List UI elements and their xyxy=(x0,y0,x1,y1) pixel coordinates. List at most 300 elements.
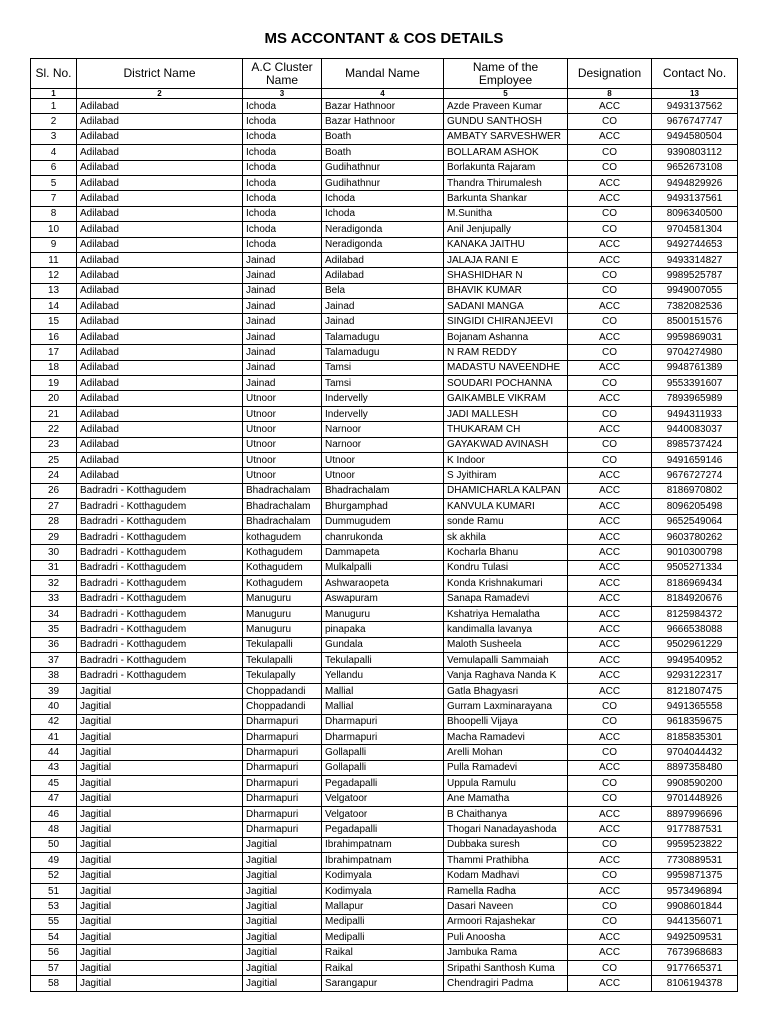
cell-district-name: Adilabad xyxy=(77,437,243,452)
cell-designation: CO xyxy=(568,314,652,329)
cell-employee-name: Chendragiri Padma xyxy=(444,976,568,991)
cell-sl-no: 35 xyxy=(31,622,77,637)
cell-mandal-name: Pegadapalli xyxy=(322,822,444,837)
table-row xyxy=(31,206,738,221)
cell-ac-cluster-name: Manuguru xyxy=(243,622,322,637)
cell-district-name: Badradri - Kotthagudem xyxy=(77,514,243,529)
cell-contact-no: 9491365558 xyxy=(652,699,738,714)
cell-ac-cluster-name: Kothagudem xyxy=(243,545,322,560)
table-row xyxy=(31,714,738,729)
cell-designation: ACC xyxy=(568,252,652,267)
cell-ac-cluster-name: Choppadandi xyxy=(243,699,322,714)
cell-employee-name: BHAVIK KUMAR xyxy=(444,283,568,298)
table-row xyxy=(31,591,738,606)
cell-sl-no: 37 xyxy=(31,653,77,668)
cell-sl-no: 12 xyxy=(31,268,77,283)
cell-sl-no: 48 xyxy=(31,822,77,837)
column-number-row xyxy=(31,89,738,99)
cell-ac-cluster-name: Utnoor xyxy=(243,452,322,467)
cell-ac-cluster-name: Jagitial xyxy=(243,837,322,852)
cell-district-name: Adilabad xyxy=(77,283,243,298)
cell-mandal-name: Mallial xyxy=(322,699,444,714)
cell-ac-cluster-name: Tekulapalli xyxy=(243,637,322,652)
cell-ac-cluster-name: Jainad xyxy=(243,360,322,375)
cell-designation: ACC xyxy=(568,976,652,991)
cell-employee-name: MADASTU NAVEENDHE xyxy=(444,360,568,375)
cell-contact-no: 7673968683 xyxy=(652,945,738,960)
cell-district-name: Badradri - Kotthagudem xyxy=(77,483,243,498)
table-row xyxy=(31,252,738,267)
cell-designation: CO xyxy=(568,406,652,421)
table-row xyxy=(31,760,738,775)
cell-employee-name: GAYAKWAD AVINASH xyxy=(444,437,568,452)
cell-designation: CO xyxy=(568,714,652,729)
cell-designation: ACC xyxy=(568,822,652,837)
table-row xyxy=(31,699,738,714)
cell-designation: CO xyxy=(568,899,652,914)
table-row xyxy=(31,945,738,960)
cell-ac-cluster-name: Manuguru xyxy=(243,591,322,606)
cell-contact-no: 8186969434 xyxy=(652,576,738,591)
cell-sl-no: 16 xyxy=(31,329,77,344)
table-row xyxy=(31,314,738,329)
cell-mandal-name: Tamsi xyxy=(322,360,444,375)
table-row xyxy=(31,191,738,206)
table-row xyxy=(31,899,738,914)
cell-sl-no: 30 xyxy=(31,545,77,560)
header-district-name: District Name xyxy=(77,59,243,89)
cell-employee-name: Pulla Ramadevi xyxy=(444,760,568,775)
cell-employee-name: Thandra Thirumalesh xyxy=(444,175,568,190)
cell-contact-no: 9492744653 xyxy=(652,237,738,252)
table-row xyxy=(31,345,738,360)
cell-contact-no: 9553391607 xyxy=(652,376,738,391)
cell-designation: CO xyxy=(568,114,652,129)
cell-mandal-name: Sarangapur xyxy=(322,976,444,991)
header-row xyxy=(31,59,738,89)
cell-employee-name: Thammi Prathibha xyxy=(444,853,568,868)
table-row xyxy=(31,145,738,160)
cell-contact-no: 9491659146 xyxy=(652,452,738,467)
cell-contact-no: 9908601844 xyxy=(652,899,738,914)
cell-designation: CO xyxy=(568,145,652,160)
cell-ac-cluster-name: Kothagudem xyxy=(243,576,322,591)
table-row xyxy=(31,299,738,314)
cell-employee-name: Vemulapalli Sammaiah xyxy=(444,653,568,668)
cell-ac-cluster-name: Jagitial xyxy=(243,853,322,868)
cell-employee-name: N RAM REDDY xyxy=(444,345,568,360)
cell-contact-no: 9493137561 xyxy=(652,191,738,206)
cell-district-name: Adilabad xyxy=(77,299,243,314)
employee-table xyxy=(30,58,738,992)
cell-contact-no: 9701448926 xyxy=(652,791,738,806)
cell-designation: ACC xyxy=(568,945,652,960)
column-number: 2 xyxy=(77,89,243,99)
column-number: 5 xyxy=(444,89,568,99)
cell-contact-no: 9441356071 xyxy=(652,914,738,929)
cell-mandal-name: Neradigonda xyxy=(322,222,444,237)
cell-sl-no: 33 xyxy=(31,591,77,606)
cell-ac-cluster-name: Dharmapuri xyxy=(243,776,322,791)
cell-ac-cluster-name: Ichoda xyxy=(243,222,322,237)
cell-ac-cluster-name: Choppadandi xyxy=(243,683,322,698)
cell-mandal-name: Pegadapalli xyxy=(322,776,444,791)
column-number: 4 xyxy=(322,89,444,99)
cell-district-name: Jagitial xyxy=(77,837,243,852)
cell-district-name: Adilabad xyxy=(77,129,243,144)
cell-district-name: Jagitial xyxy=(77,868,243,883)
table-row xyxy=(31,914,738,929)
cell-employee-name: Dubbaka suresh xyxy=(444,837,568,852)
cell-district-name: Jagitial xyxy=(77,960,243,975)
cell-sl-no: 47 xyxy=(31,791,77,806)
cell-ac-cluster-name: Jainad xyxy=(243,252,322,267)
cell-designation: CO xyxy=(568,376,652,391)
cell-designation: ACC xyxy=(568,483,652,498)
cell-mandal-name: Adilabad xyxy=(322,268,444,283)
table-row xyxy=(31,483,738,498)
cell-employee-name: Thogari Nanadayashoda xyxy=(444,822,568,837)
cell-mandal-name: Ichoda xyxy=(322,206,444,221)
cell-designation: ACC xyxy=(568,730,652,745)
table-row xyxy=(31,776,738,791)
table-row xyxy=(31,683,738,698)
cell-designation: ACC xyxy=(568,653,652,668)
cell-ac-cluster-name: Ichoda xyxy=(243,191,322,206)
cell-contact-no: 9704044432 xyxy=(652,745,738,760)
cell-contact-no: 9493314827 xyxy=(652,252,738,267)
cell-employee-name: Ramella Radha xyxy=(444,883,568,898)
cell-ac-cluster-name: Jainad xyxy=(243,283,322,298)
cell-employee-name: Maloth Susheela xyxy=(444,637,568,652)
cell-contact-no: 9959869031 xyxy=(652,329,738,344)
table-row xyxy=(31,283,738,298)
cell-designation: ACC xyxy=(568,591,652,606)
cell-contact-no: 8106194378 xyxy=(652,976,738,991)
cell-ac-cluster-name: Utnoor xyxy=(243,406,322,421)
cell-contact-no: 7893965989 xyxy=(652,391,738,406)
cell-mandal-name: Bela xyxy=(322,283,444,298)
column-number: 8 xyxy=(568,89,652,99)
header-designation: Designation xyxy=(568,59,652,89)
cell-mandal-name: Medipalli xyxy=(322,930,444,945)
cell-contact-no: 9177887531 xyxy=(652,822,738,837)
cell-designation: ACC xyxy=(568,329,652,344)
cell-district-name: Jagitial xyxy=(77,914,243,929)
cell-contact-no: 7382082536 xyxy=(652,299,738,314)
cell-ac-cluster-name: Jagitial xyxy=(243,914,322,929)
cell-district-name: Jagitial xyxy=(77,806,243,821)
cell-mandal-name: Bazar Hathnoor xyxy=(322,114,444,129)
document-title: MS ACCONTANT & COS DETAILS xyxy=(264,30,504,47)
cell-mandal-name: Talamadugu xyxy=(322,329,444,344)
table-row xyxy=(31,175,738,190)
cell-designation: ACC xyxy=(568,683,652,698)
cell-designation: ACC xyxy=(568,606,652,621)
employee-table-container xyxy=(30,58,737,992)
cell-designation: CO xyxy=(568,914,652,929)
cell-mandal-name: Gudihathnur xyxy=(322,160,444,175)
cell-employee-name: Armoori Rajashekar xyxy=(444,914,568,929)
cell-contact-no: 9989525787 xyxy=(652,268,738,283)
cell-sl-no: 36 xyxy=(31,637,77,652)
cell-district-name: Adilabad xyxy=(77,191,243,206)
cell-mandal-name: Talamadugu xyxy=(322,345,444,360)
cell-designation: ACC xyxy=(568,422,652,437)
cell-contact-no: 8121807475 xyxy=(652,683,738,698)
cell-mandal-name: Indervelly xyxy=(322,406,444,421)
table-row xyxy=(31,237,738,252)
cell-ac-cluster-name: Ichoda xyxy=(243,206,322,221)
cell-contact-no: 9440083037 xyxy=(652,422,738,437)
cell-sl-no: 10 xyxy=(31,222,77,237)
cell-employee-name: SHASHIDHAR N xyxy=(444,268,568,283)
cell-district-name: Adilabad xyxy=(77,329,243,344)
cell-designation: ACC xyxy=(568,622,652,637)
cell-sl-no: 23 xyxy=(31,437,77,452)
table-row xyxy=(31,329,738,344)
cell-employee-name: Sripathi Santhosh Kuma xyxy=(444,960,568,975)
cell-designation: CO xyxy=(568,437,652,452)
cell-district-name: Adilabad xyxy=(77,314,243,329)
cell-district-name: Jagitial xyxy=(77,899,243,914)
table-row xyxy=(31,529,738,544)
cell-district-name: Badradri - Kotthagudem xyxy=(77,591,243,606)
table-row xyxy=(31,637,738,652)
cell-contact-no: 9494311933 xyxy=(652,406,738,421)
cell-ac-cluster-name: Utnoor xyxy=(243,422,322,437)
cell-contact-no: 9908590200 xyxy=(652,776,738,791)
cell-contact-no: 9948761389 xyxy=(652,360,738,375)
cell-district-name: Jagitial xyxy=(77,683,243,698)
cell-employee-name: kandimalla lavanya xyxy=(444,622,568,637)
cell-contact-no: 8096205498 xyxy=(652,499,738,514)
table-row xyxy=(31,468,738,483)
table-row xyxy=(31,222,738,237)
cell-sl-no: 5 xyxy=(31,175,77,190)
cell-sl-no: 18 xyxy=(31,360,77,375)
cell-contact-no: 9494829926 xyxy=(652,175,738,190)
cell-mandal-name: Mallapur xyxy=(322,899,444,914)
cell-district-name: Adilabad xyxy=(77,160,243,175)
cell-designation: CO xyxy=(568,960,652,975)
cell-employee-name: Azde Praveen Kumar xyxy=(444,99,568,114)
cell-designation: ACC xyxy=(568,391,652,406)
cell-sl-no: 39 xyxy=(31,683,77,698)
cell-ac-cluster-name: Tekulapally xyxy=(243,668,322,683)
cell-district-name: Badradri - Kotthagudem xyxy=(77,560,243,575)
cell-sl-no: 46 xyxy=(31,806,77,821)
cell-district-name: Jagitial xyxy=(77,745,243,760)
header-mandal-name: Mandal Name xyxy=(322,59,444,89)
table-row xyxy=(31,437,738,452)
cell-employee-name: Gatla Bhagyasri xyxy=(444,683,568,698)
cell-sl-no: 34 xyxy=(31,606,77,621)
cell-district-name: Jagitial xyxy=(77,930,243,945)
cell-sl-no: 51 xyxy=(31,883,77,898)
cell-ac-cluster-name: Utnoor xyxy=(243,391,322,406)
cell-ac-cluster-name: Jainad xyxy=(243,314,322,329)
cell-district-name: Adilabad xyxy=(77,468,243,483)
cell-sl-no: 25 xyxy=(31,452,77,467)
cell-employee-name: THUKARAM CH xyxy=(444,422,568,437)
cell-designation: CO xyxy=(568,160,652,175)
cell-sl-no: 50 xyxy=(31,837,77,852)
cell-mandal-name: Raikal xyxy=(322,960,444,975)
cell-district-name: Jagitial xyxy=(77,853,243,868)
cell-mandal-name: Velgatoor xyxy=(322,806,444,821)
cell-district-name: Jagitial xyxy=(77,699,243,714)
cell-designation: ACC xyxy=(568,545,652,560)
header-ac-cluster-name: A.C Cluster Name xyxy=(243,59,322,89)
cell-ac-cluster-name: Ichoda xyxy=(243,114,322,129)
table-row xyxy=(31,268,738,283)
cell-employee-name: S Jyithiram xyxy=(444,468,568,483)
cell-designation: CO xyxy=(568,345,652,360)
cell-contact-no: 9390803112 xyxy=(652,145,738,160)
cell-designation: ACC xyxy=(568,237,652,252)
cell-district-name: Jagitial xyxy=(77,883,243,898)
cell-designation: CO xyxy=(568,745,652,760)
table-row xyxy=(31,745,738,760)
cell-designation: ACC xyxy=(568,175,652,190)
cell-district-name: Adilabad xyxy=(77,99,243,114)
table-row xyxy=(31,853,738,868)
table-row xyxy=(31,622,738,637)
cell-mandal-name: Ibrahimpatnam xyxy=(322,837,444,852)
cell-district-name: Jagitial xyxy=(77,822,243,837)
cell-district-name: Badradri - Kotthagudem xyxy=(77,606,243,621)
cell-employee-name: Ane Mamatha xyxy=(444,791,568,806)
table-row xyxy=(31,791,738,806)
cell-mandal-name: Gollapalli xyxy=(322,745,444,760)
cell-designation: CO xyxy=(568,283,652,298)
table-row xyxy=(31,837,738,852)
cell-contact-no: 9666538088 xyxy=(652,622,738,637)
cell-ac-cluster-name: Dharmapuri xyxy=(243,745,322,760)
cell-employee-name: BOLLARAM ASHOK xyxy=(444,145,568,160)
cell-district-name: Jagitial xyxy=(77,714,243,729)
cell-employee-name: Kondru Tulasi xyxy=(444,560,568,575)
cell-mandal-name: Aswapuram xyxy=(322,591,444,606)
cell-mandal-name: Medipalli xyxy=(322,914,444,929)
cell-employee-name: Arelli Mohan xyxy=(444,745,568,760)
table-row xyxy=(31,576,738,591)
cell-designation: ACC xyxy=(568,637,652,652)
cell-sl-no: 1 xyxy=(31,99,77,114)
cell-mandal-name: Neradigonda xyxy=(322,237,444,252)
table-row xyxy=(31,883,738,898)
cell-sl-no: 17 xyxy=(31,345,77,360)
cell-ac-cluster-name: Jainad xyxy=(243,345,322,360)
cell-mandal-name: Yellandu xyxy=(322,668,444,683)
cell-district-name: Adilabad xyxy=(77,252,243,267)
cell-mandal-name: Narnoor xyxy=(322,437,444,452)
cell-mandal-name: Gundala xyxy=(322,637,444,652)
cell-district-name: Adilabad xyxy=(77,376,243,391)
cell-ac-cluster-name: Dharmapuri xyxy=(243,714,322,729)
cell-contact-no: 8985737424 xyxy=(652,437,738,452)
cell-employee-name: Macha Ramadevi xyxy=(444,730,568,745)
cell-employee-name: B Chaithanya xyxy=(444,806,568,821)
cell-sl-no: 42 xyxy=(31,714,77,729)
cell-sl-no: 49 xyxy=(31,853,77,868)
column-number: 13 xyxy=(652,89,738,99)
cell-district-name: Adilabad xyxy=(77,145,243,160)
cell-sl-no: 31 xyxy=(31,560,77,575)
cell-sl-no: 8 xyxy=(31,206,77,221)
table-header xyxy=(31,59,738,99)
table-row xyxy=(31,391,738,406)
cell-employee-name: KANVULA KUMARI xyxy=(444,499,568,514)
cell-designation: ACC xyxy=(568,853,652,868)
cell-sl-no: 45 xyxy=(31,776,77,791)
table-row xyxy=(31,160,738,175)
cell-designation: CO xyxy=(568,837,652,852)
table-row xyxy=(31,606,738,621)
cell-district-name: Jagitial xyxy=(77,730,243,745)
cell-mandal-name: Adilabad xyxy=(322,252,444,267)
cell-employee-name: Puli Anoosha xyxy=(444,930,568,945)
table-row xyxy=(31,422,738,437)
cell-mandal-name: Dammapeta xyxy=(322,545,444,560)
cell-employee-name: M.Sunitha xyxy=(444,206,568,221)
table-body xyxy=(31,99,738,992)
cell-mandal-name: Raikal xyxy=(322,945,444,960)
cell-sl-no: 44 xyxy=(31,745,77,760)
cell-designation: ACC xyxy=(568,930,652,945)
table-row xyxy=(31,452,738,467)
cell-ac-cluster-name: Jagitial xyxy=(243,945,322,960)
cell-mandal-name: Utnoor xyxy=(322,452,444,467)
cell-contact-no: 9652549064 xyxy=(652,514,738,529)
table-row xyxy=(31,822,738,837)
cell-mandal-name: Velgatoor xyxy=(322,791,444,806)
cell-district-name: Badradri - Kotthagudem xyxy=(77,499,243,514)
cell-employee-name: JALAJA RANI E xyxy=(444,252,568,267)
cell-employee-name: sk akhila xyxy=(444,529,568,544)
cell-district-name: Adilabad xyxy=(77,114,243,129)
cell-district-name: Badradri - Kotthagudem xyxy=(77,576,243,591)
cell-ac-cluster-name: Jagitial xyxy=(243,868,322,883)
cell-contact-no: 9494580504 xyxy=(652,129,738,144)
cell-district-name: Adilabad xyxy=(77,422,243,437)
cell-contact-no: 9704581304 xyxy=(652,222,738,237)
cell-employee-name: Kshatriya Hemalatha xyxy=(444,606,568,621)
cell-contact-no: 9573496894 xyxy=(652,883,738,898)
table-row xyxy=(31,668,738,683)
cell-mandal-name: Narnoor xyxy=(322,422,444,437)
cell-employee-name: SADANI MANGA xyxy=(444,299,568,314)
cell-district-name: Jagitial xyxy=(77,776,243,791)
cell-designation: CO xyxy=(568,206,652,221)
cell-designation: ACC xyxy=(568,360,652,375)
cell-mandal-name: Ashwaraopeta xyxy=(322,576,444,591)
cell-designation: ACC xyxy=(568,129,652,144)
table-row xyxy=(31,99,738,114)
cell-designation: CO xyxy=(568,222,652,237)
cell-sl-no: 40 xyxy=(31,699,77,714)
cell-mandal-name: Jainad xyxy=(322,299,444,314)
cell-employee-name: Jambuka Rama xyxy=(444,945,568,960)
cell-ac-cluster-name: Dharmapuri xyxy=(243,791,322,806)
cell-district-name: Adilabad xyxy=(77,391,243,406)
cell-sl-no: 24 xyxy=(31,468,77,483)
cell-district-name: Adilabad xyxy=(77,175,243,190)
cell-ac-cluster-name: Jainad xyxy=(243,299,322,314)
cell-employee-name: Bhoopelli Vijaya xyxy=(444,714,568,729)
cell-contact-no: 9492509531 xyxy=(652,930,738,945)
